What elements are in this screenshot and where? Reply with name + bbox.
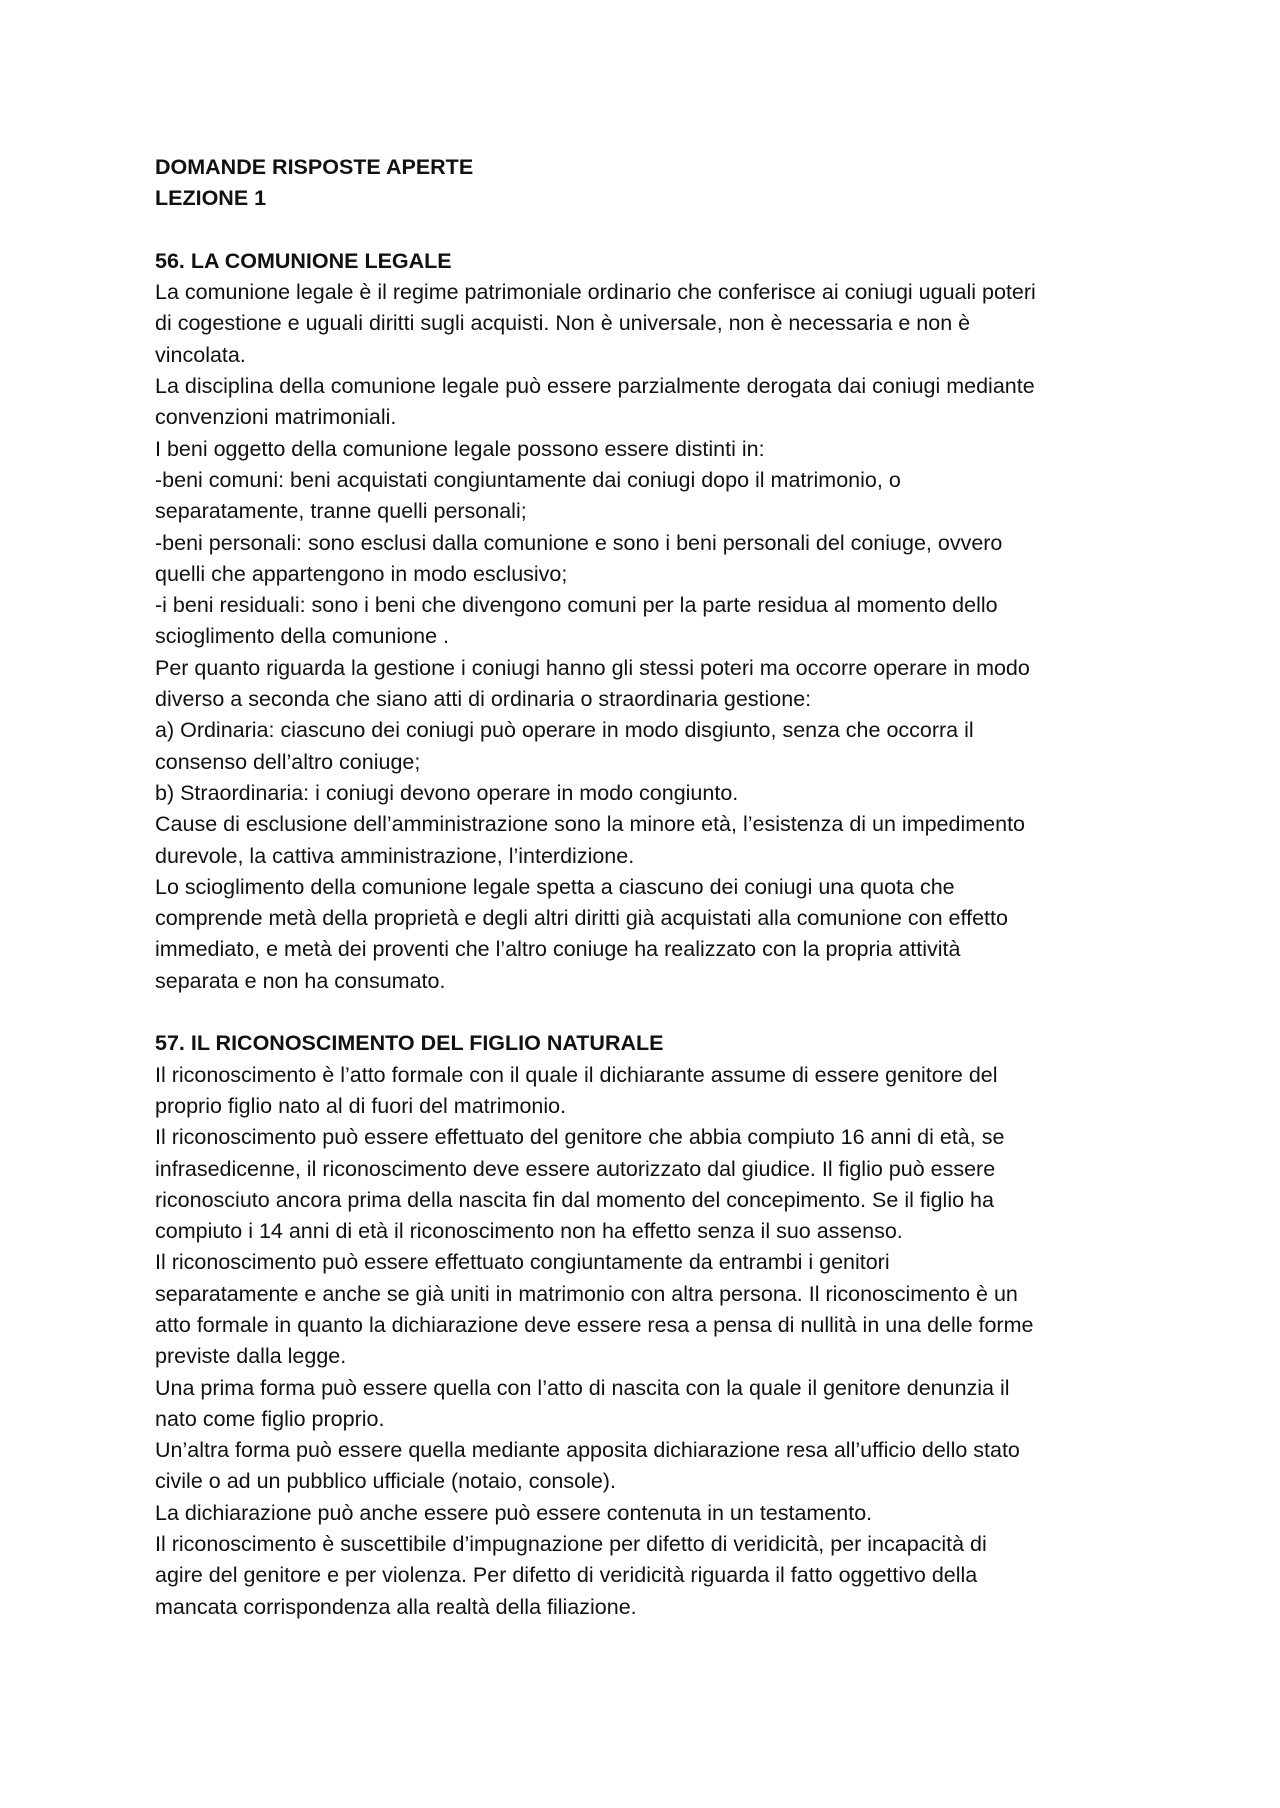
paragraph-line: scioglimento della comunione .	[155, 624, 449, 649]
document-title: DOMANDE RISPOSTE APERTE	[155, 155, 474, 179]
paragraph-line: consenso dell’altro coniuge;	[155, 749, 421, 774]
paragraph-line: agire del genitore e per violenza. Per difetto di veridicità riguarda il fatto oggettivo della	[155, 1563, 978, 1588]
paragraph-line: durevole, la cattiva amministrazione, l’interdizione.	[155, 843, 635, 868]
paragraph-line: compiuto i 14 anni di età il riconoscimento non ha effetto senza il suo assenso.	[155, 1219, 903, 1244]
paragraph-line: separata e non ha consumato.	[155, 968, 446, 993]
paragraph-line: mancata corrispondenza alla realtà della filiazione.	[155, 1594, 637, 1619]
paragraph-line: separatamente e anche se già uniti in matrimonio con altra persona. Il riconoscimento è un	[155, 1281, 1018, 1306]
section-heading: 57. IL RICONOSCIMENTO DEL FIGLIO NATURALE	[155, 1031, 664, 1056]
paragraph-line: -beni personali: sono esclusi dalla comunione e sono i beni personali del coniuge, ovvero	[155, 530, 1003, 555]
paragraph-line: a) Ordinaria: ciascuno dei coniugi può operare in modo disgiunto, senza che occorra il	[155, 718, 974, 743]
paragraph-line: previste dalla legge.	[155, 1344, 347, 1369]
paragraph-line: proprio figlio nato al di fuori del matrimonio.	[155, 1093, 567, 1118]
paragraph-line: diverso a seconda che siano atti di ordinaria o straordinaria gestione:	[155, 687, 812, 712]
paragraph-line: separatamente, tranne quelli personali;	[155, 499, 527, 524]
document-page	[155, 152, 1145, 1623]
paragraph-line: b) Straordinaria: i coniugi devono operare in modo congiunto.	[155, 780, 739, 805]
paragraph-line: Il riconoscimento può essere effettuato congiuntamente da entrambi i genitori	[155, 1250, 890, 1275]
paragraph-line: -i beni residuali: sono i beni che divengono comuni per la parte residua al momento dello	[155, 593, 998, 618]
paragraph-line: Un’altra forma può essere quella mediante apposita dichiarazione resa all’ufficio dello stato	[155, 1438, 1020, 1463]
paragraph-line: riconosciuto ancora prima della nascita fin dal momento del concepimento. Se il figlio ha	[155, 1187, 994, 1212]
paragraph-line: di cogestione e uguali diritti sugli acquisti. Non è universale, non è necessaria e non è	[155, 311, 971, 336]
paragraph-line: nato come figlio proprio.	[155, 1406, 385, 1431]
paragraph-line: I beni oggetto della comunione legale possono essere distinti in:	[155, 436, 765, 461]
paragraph-line: quelli che appartengono in modo esclusivo;	[155, 561, 568, 586]
paragraph-line: convenzioni matrimoniali.	[155, 405, 397, 430]
paragraph-line: La comunione legale è il regime patrimoniale ordinario che conferisce ai coniugi uguali poteri	[155, 280, 1036, 305]
paragraph-line: Cause di esclusione dell’amministrazione sono la minore età, l’esistenza di un impedimento	[155, 812, 1026, 837]
paragraph-line: vincolata.	[155, 342, 246, 367]
section-heading: 56. LA COMUNIONE LEGALE	[155, 248, 452, 273]
paragraph-line: atto formale in quanto la dichiarazione deve essere resa a pensa di nullità in una delle forme	[155, 1312, 1034, 1337]
paragraph-line: Il riconoscimento è l’atto formale con il quale il dichiarante assume di essere genitore del	[155, 1062, 998, 1087]
paragraph-line: La dichiarazione può anche essere può essere contenuta in un testamento.	[155, 1500, 873, 1525]
paragraph-line: comprende metà della proprietà e degli altri diritti già acquistati alla comunione con effetto	[155, 906, 1008, 931]
lesson-label: LEZIONE 1	[155, 186, 267, 211]
paragraph-line: -beni comuni: beni acquistati congiuntamente dai coniugi dopo il matrimonio, o	[155, 467, 901, 492]
paragraph-line: La disciplina della comunione legale può essere parzialmente derogata dai coniugi mediante	[155, 374, 1035, 399]
paragraph-line: infrasedicenne, il riconoscimento deve essere autorizzato dal giudice. Il figlio può essere	[155, 1156, 996, 1181]
section-riconoscimento-figlio	[155, 1028, 1145, 1623]
paragraph-line: Per quanto riguarda la gestione i coniugi hanno gli stessi poteri ma occorre operare in modo	[155, 655, 1030, 680]
paragraph-line: Il riconoscimento è suscettibile d’impugnazione per difetto di veridicità, per incapacità di	[155, 1532, 987, 1557]
paragraph-line: civile o ad un pubblico ufficiale (notaio, console).	[155, 1469, 616, 1494]
spacer	[155, 997, 1145, 1028]
spacer	[155, 215, 1145, 246]
paragraph-line: Il riconoscimento può essere effettuato del genitore che abbia compiuto 16 anni di età, se	[155, 1125, 1005, 1150]
paragraph-line: Lo scioglimento della comunione legale spetta a ciascuno dei coniugi una quota che	[155, 874, 955, 899]
section-comunione-legale	[155, 246, 1145, 997]
paragraph-line: immediato, e metà dei proventi che l’altro coniuge ha realizzato con la propria attività	[155, 937, 961, 962]
paragraph-line: Una prima forma può essere quella con l’atto di nascita con la quale il genitore denunzia il	[155, 1375, 1010, 1400]
